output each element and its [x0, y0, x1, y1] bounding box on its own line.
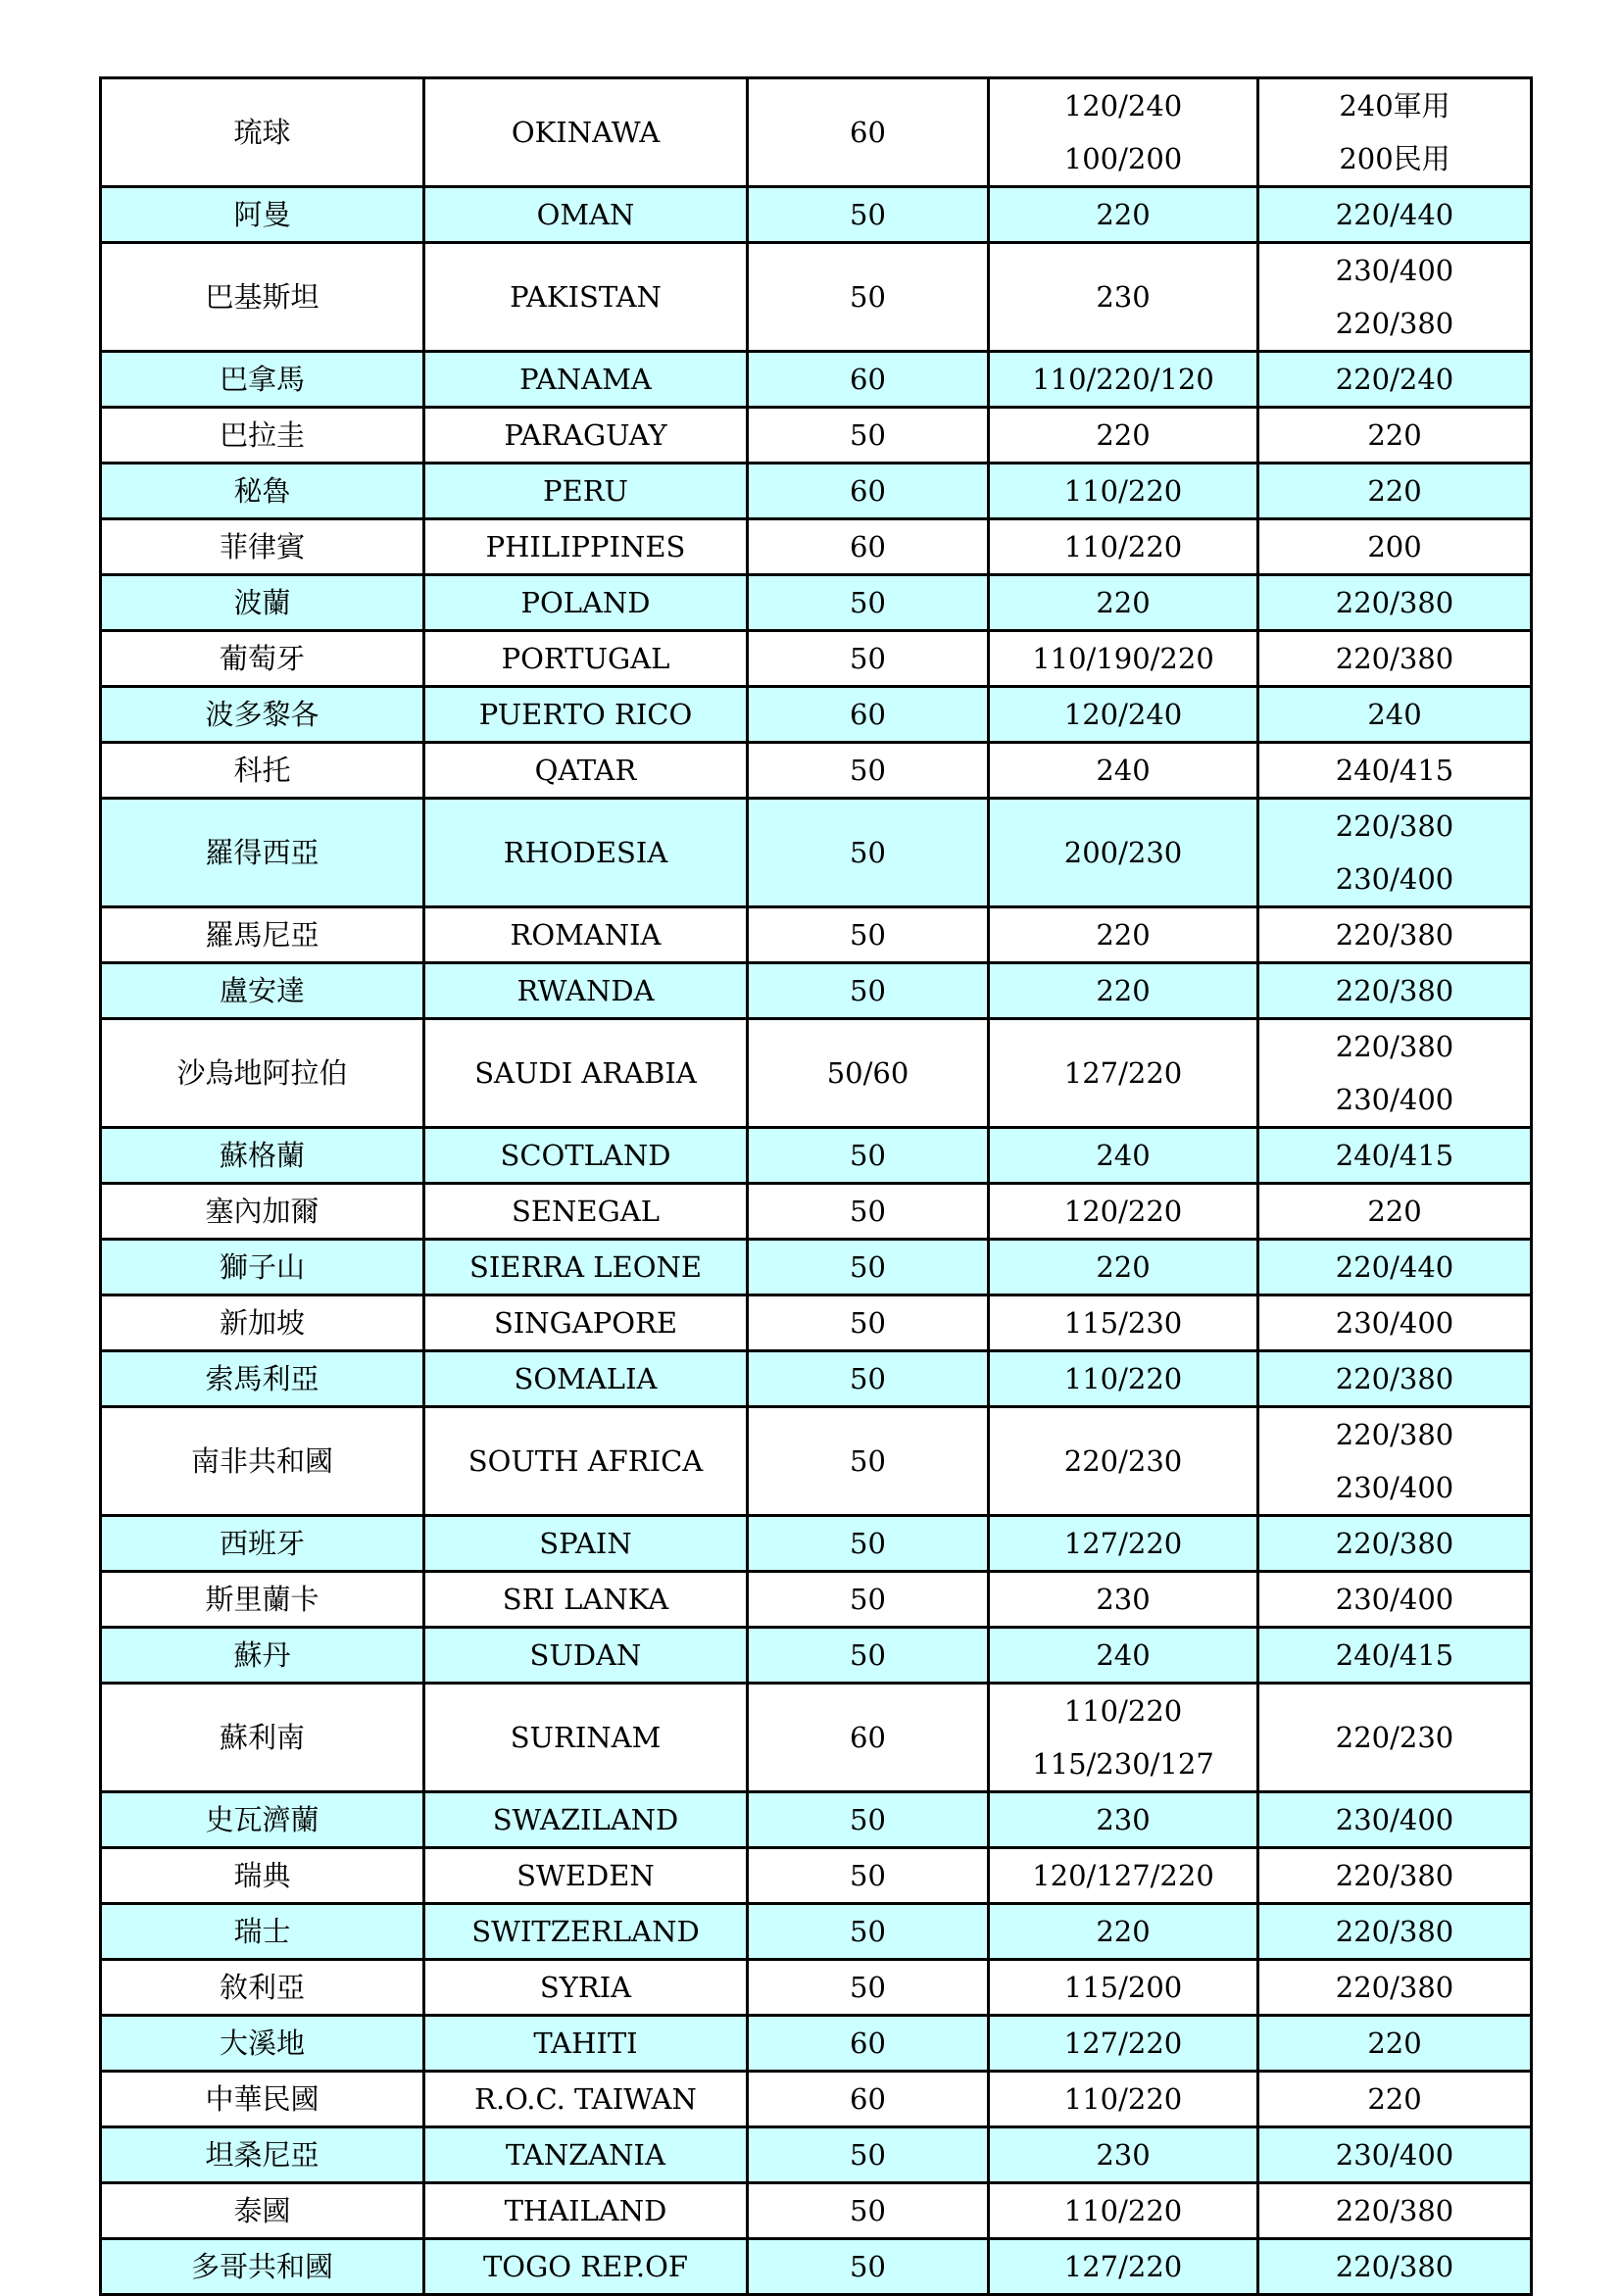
voltage-single-phase-cell [989, 1351, 1258, 1407]
frequency-cell: 50 [748, 1295, 989, 1351]
voltage-value: 110/220 [1063, 2082, 1183, 2116]
voltage-value: 230/400 [1335, 254, 1454, 287]
frequency-cell: 50 [748, 963, 989, 1019]
country-zh-cell: 盧安達 [101, 963, 424, 1019]
voltage-single-phase-cell [989, 743, 1258, 799]
country-zh-cell: 葡萄牙 [101, 631, 424, 687]
voltage-single-phase-cell [989, 799, 1258, 907]
country-en-cell: TANZANIA [424, 2127, 748, 2183]
country-en-cell: SPAIN [424, 1516, 748, 1572]
table-row [101, 1684, 1532, 1792]
table-row [101, 2127, 1532, 2183]
table-row [101, 1407, 1532, 1516]
country-zh-cell: 巴拉圭 [101, 408, 424, 464]
voltage-single-phase-cell [989, 963, 1258, 1019]
table-row [101, 1904, 1532, 1960]
voltage-three-phase-cell [1258, 1904, 1532, 1960]
table-row [101, 963, 1532, 1019]
country-en-cell: SRI LANKA [424, 1572, 748, 1628]
voltage-value: 230/400 [1335, 1471, 1454, 1504]
voltage-single-phase-cell [989, 2016, 1258, 2072]
voltage-three-phase-cell [1258, 2183, 1532, 2239]
country-en-cell: POLAND [424, 575, 748, 631]
country-en-cell: SUDAN [424, 1628, 748, 1684]
voltage-single-phase-cell [989, 519, 1258, 575]
voltage-value: 220 [1096, 918, 1151, 952]
table-row [101, 1351, 1532, 1407]
country-zh-cell: 琉球 [101, 78, 424, 187]
voltage-value: 100/200 [1063, 142, 1183, 175]
voltage-value: 110/220 [1063, 530, 1183, 563]
voltage-value: 127/220 [1063, 2250, 1183, 2283]
voltage-value: 220/380 [1335, 642, 1454, 675]
voltage-value: 220/240 [1335, 363, 1454, 396]
voltage-value: 230/400 [1335, 1803, 1454, 1836]
voltage-value: 127/220 [1063, 1056, 1183, 1090]
voltage-three-phase-cell [1258, 907, 1532, 963]
country-zh-cell: 蘇丹 [101, 1628, 424, 1684]
country-en-cell: SAUDI ARABIA [424, 1019, 748, 1128]
country-en-cell: SIERRA LEONE [424, 1240, 748, 1295]
voltage-three-phase-cell [1258, 243, 1532, 352]
table-row [101, 243, 1532, 352]
voltage-value: 220/380 [1335, 307, 1454, 340]
voltage-three-phase-cell [1258, 2016, 1532, 2072]
country-en-cell: OKINAWA [424, 78, 748, 187]
country-zh-cell: 沙烏地阿拉伯 [101, 1019, 424, 1128]
frequency-cell: 50 [748, 1792, 989, 1848]
voltage-three-phase-cell [1258, 1128, 1532, 1184]
table-row [101, 1295, 1532, 1351]
voltage-single-phase-cell [989, 1960, 1258, 2016]
frequency-cell: 60 [748, 464, 989, 519]
table-row [101, 1628, 1532, 1684]
country-zh-cell: 多哥共和國 [101, 2239, 424, 2295]
country-zh-cell: 塞內加爾 [101, 1184, 424, 1240]
country-en-cell: SCOTLAND [424, 1128, 748, 1184]
country-zh-cell: 瑞典 [101, 1848, 424, 1904]
country-en-cell: PARAGUAY [424, 408, 748, 464]
frequency-cell: 50 [748, 2127, 989, 2183]
frequency-cell: 50 [748, 1572, 989, 1628]
voltage-three-phase-cell [1258, 1351, 1532, 1407]
voltage-three-phase-cell [1258, 1516, 1532, 1572]
voltage-value: 240/415 [1335, 1638, 1454, 1672]
voltage-three-phase-cell [1258, 519, 1532, 575]
table-row [101, 2239, 1532, 2295]
voltage-value: 220/380 [1335, 586, 1454, 619]
voltage-single-phase-cell [989, 1407, 1258, 1516]
voltage-value: 200/230 [1063, 836, 1183, 869]
table-row [101, 352, 1532, 408]
country-zh-cell: 羅馬尼亞 [101, 907, 424, 963]
table-row [101, 408, 1532, 464]
country-en-cell: PHILIPPINES [424, 519, 748, 575]
voltage-three-phase-cell [1258, 2072, 1532, 2127]
voltage-value: 220 [1367, 2027, 1422, 2060]
frequency-cell: 50 [748, 408, 989, 464]
country-en-cell: ROMANIA [424, 907, 748, 963]
voltage-three-phase-cell [1258, 1572, 1532, 1628]
frequency-cell: 50 [748, 187, 989, 243]
country-en-cell: QATAR [424, 743, 748, 799]
frequency-cell: 50 [748, 1848, 989, 1904]
voltage-value: 220 [1096, 1250, 1151, 1284]
country-en-cell: RHODESIA [424, 799, 748, 907]
frequency-cell: 50 [748, 2239, 989, 2295]
voltage-three-phase-cell [1258, 631, 1532, 687]
voltage-single-phase-cell [989, 1516, 1258, 1572]
voltage-single-phase-cell [989, 2127, 1258, 2183]
voltage-three-phase-cell [1258, 743, 1532, 799]
country-zh-cell: 新加坡 [101, 1295, 424, 1351]
voltage-three-phase-cell [1258, 1628, 1532, 1684]
country-zh-cell: 羅得西亞 [101, 799, 424, 907]
country-en-cell: SWEDEN [424, 1848, 748, 1904]
voltage-single-phase-cell [989, 907, 1258, 963]
voltage-three-phase-cell [1258, 1848, 1532, 1904]
frequency-cell: 50 [748, 1628, 989, 1684]
country-zh-cell: 蘇利南 [101, 1684, 424, 1792]
voltage-single-phase-cell [989, 1184, 1258, 1240]
country-zh-cell: 波蘭 [101, 575, 424, 631]
voltage-value: 200 [1367, 530, 1422, 563]
voltage-single-phase-cell [989, 78, 1258, 187]
table-row [101, 1128, 1532, 1184]
frequency-cell: 60 [748, 352, 989, 408]
frequency-cell: 50 [748, 575, 989, 631]
table-row [101, 1516, 1532, 1572]
voltage-value: 220/380 [1335, 2250, 1454, 2283]
country-zh-cell: 巴拿馬 [101, 352, 424, 408]
voltage-value: 230 [1096, 280, 1151, 314]
voltage-single-phase-cell [989, 1128, 1258, 1184]
country-en-cell: SINGAPORE [424, 1295, 748, 1351]
voltage-value: 220/380 [1335, 1859, 1454, 1892]
voltage-three-phase-cell [1258, 963, 1532, 1019]
voltage-value: 240/415 [1335, 1139, 1454, 1172]
voltage-three-phase-cell [1258, 575, 1532, 631]
table-row [101, 743, 1532, 799]
voltage-value: 220/380 [1335, 1527, 1454, 1560]
voltage-single-phase-cell [989, 408, 1258, 464]
voltage-single-phase-cell [989, 687, 1258, 743]
table-row [101, 464, 1532, 519]
country-zh-cell: 獅子山 [101, 1240, 424, 1295]
table-row [101, 2072, 1532, 2127]
frequency-cell: 50 [748, 1904, 989, 1960]
voltage-value: 220 [1096, 418, 1151, 452]
voltage-value: 220/380 [1335, 1362, 1454, 1395]
country-en-cell: SYRIA [424, 1960, 748, 2016]
voltage-three-phase-cell [1258, 1019, 1532, 1128]
voltage-three-phase-cell [1258, 352, 1532, 408]
country-en-cell: R.O.C. TAIWAN [424, 2072, 748, 2127]
voltage-value: 220/440 [1335, 198, 1454, 231]
voltage-value: 220 [1367, 1195, 1422, 1228]
voltage-value: 220/380 [1335, 2194, 1454, 2227]
country-en-cell: SURINAM [424, 1684, 748, 1792]
voltage-single-phase-cell [989, 464, 1258, 519]
voltage-three-phase-cell [1258, 1295, 1532, 1351]
table-row [101, 687, 1532, 743]
country-zh-cell: 索馬利亞 [101, 1351, 424, 1407]
voltage-value: 240 [1096, 754, 1151, 787]
voltage-single-phase-cell [989, 1792, 1258, 1848]
voltage-single-phase-cell [989, 2072, 1258, 2127]
country-en-cell: RWANDA [424, 963, 748, 1019]
voltage-single-phase-cell [989, 1572, 1258, 1628]
frequency-cell: 50 [748, 631, 989, 687]
voltage-single-phase-cell [989, 2183, 1258, 2239]
voltage-value: 230/400 [1335, 862, 1454, 896]
table-row [101, 78, 1532, 187]
country-en-cell: SWITZERLAND [424, 1904, 748, 1960]
frequency-cell: 50 [748, 1516, 989, 1572]
voltage-value: 120/240 [1063, 698, 1183, 731]
frequency-cell: 60 [748, 519, 989, 575]
voltage-value: 240/415 [1335, 754, 1454, 787]
voltage-single-phase-cell [989, 631, 1258, 687]
voltage-single-phase-cell [989, 243, 1258, 352]
table-body [101, 78, 1532, 2295]
country-en-cell: THAILAND [424, 2183, 748, 2239]
country-zh-cell: 秘魯 [101, 464, 424, 519]
country-zh-cell: 坦桑尼亞 [101, 2127, 424, 2183]
voltage-single-phase-cell [989, 1904, 1258, 1960]
table-row [101, 799, 1532, 907]
country-zh-cell: 南非共和國 [101, 1407, 424, 1516]
voltage-value: 220 [1096, 198, 1151, 231]
table-row [101, 575, 1532, 631]
voltage-single-phase-cell [989, 352, 1258, 408]
voltage-value: 240 [1367, 698, 1422, 731]
voltage-value: 220 [1096, 586, 1151, 619]
voltage-single-phase-cell [989, 1295, 1258, 1351]
country-zh-cell: 泰國 [101, 2183, 424, 2239]
frequency-cell: 60 [748, 2072, 989, 2127]
country-zh-cell: 斯里蘭卡 [101, 1572, 424, 1628]
voltage-value: 115/230 [1063, 1306, 1183, 1340]
country-zh-cell: 波多黎各 [101, 687, 424, 743]
table-row [101, 1019, 1532, 1128]
voltage-value: 220 [1096, 974, 1151, 1007]
voltage-value: 110/220 [1063, 1694, 1183, 1728]
voltage-value: 220 [1367, 418, 1422, 452]
country-zh-cell: 史瓦濟蘭 [101, 1792, 424, 1848]
voltage-value: 120/127/220 [1032, 1859, 1214, 1892]
frequency-cell: 50 [748, 799, 989, 907]
table-row [101, 2016, 1532, 2072]
voltage-single-phase-cell [989, 187, 1258, 243]
voltage-value: 220/380 [1335, 1971, 1454, 2004]
voltage-value: 110/220/120 [1032, 363, 1214, 396]
voltage-value: 115/230/127 [1032, 1747, 1214, 1781]
voltage-single-phase-cell [989, 2239, 1258, 2295]
voltage-value: 127/220 [1063, 1527, 1183, 1560]
voltage-three-phase-cell [1258, 1684, 1532, 1792]
voltage-three-phase-cell [1258, 408, 1532, 464]
country-en-cell: TAHITI [424, 2016, 748, 2072]
voltage-value: 110/220 [1063, 2194, 1183, 2227]
country-zh-cell: 巴基斯坦 [101, 243, 424, 352]
country-zh-cell: 中華民國 [101, 2072, 424, 2127]
frequency-cell: 50 [748, 1240, 989, 1295]
frequency-cell: 50 [748, 1128, 989, 1184]
voltage-three-phase-cell [1258, 799, 1532, 907]
voltage-three-phase-cell [1258, 464, 1532, 519]
frequency-cell: 50 [748, 1184, 989, 1240]
voltage-value: 200民用 [1339, 142, 1450, 175]
voltage-single-phase-cell [989, 1684, 1258, 1792]
voltage-three-phase-cell [1258, 687, 1532, 743]
table-row [101, 1960, 1532, 2016]
voltage-value: 230 [1096, 2138, 1151, 2172]
country-en-cell: PERU [424, 464, 748, 519]
frequency-cell: 50 [748, 907, 989, 963]
voltage-value: 230/400 [1335, 2138, 1454, 2172]
voltage-value: 220/380 [1335, 918, 1454, 952]
voltage-value: 220 [1096, 1915, 1151, 1948]
frequency-cell: 50 [748, 743, 989, 799]
frequency-cell: 60 [748, 2016, 989, 2072]
voltage-single-phase-cell [989, 1848, 1258, 1904]
voltage-value: 230/400 [1335, 1583, 1454, 1616]
voltage-value: 230 [1096, 1803, 1151, 1836]
country-en-cell: SENEGAL [424, 1184, 748, 1240]
frequency-cell: 50 [748, 2183, 989, 2239]
voltage-single-phase-cell [989, 575, 1258, 631]
table-row [101, 1572, 1532, 1628]
country-zh-cell: 西班牙 [101, 1516, 424, 1572]
voltage-value: 220/230 [1063, 1444, 1183, 1478]
voltage-value: 120/240 [1063, 89, 1183, 122]
voltage-value: 230 [1096, 1583, 1151, 1616]
table-row [101, 187, 1532, 243]
country-en-cell: TOGO REP.OF [424, 2239, 748, 2295]
voltage-three-phase-cell [1258, 78, 1532, 187]
country-zh-cell: 阿曼 [101, 187, 424, 243]
country-en-cell: PORTUGAL [424, 631, 748, 687]
country-en-cell: OMAN [424, 187, 748, 243]
voltage-three-phase-cell [1258, 1792, 1532, 1848]
table-row [101, 1792, 1532, 1848]
voltage-value: 240 [1096, 1638, 1151, 1672]
voltage-value: 110/190/220 [1032, 642, 1214, 675]
frequency-cell: 60 [748, 1684, 989, 1792]
country-en-cell: PAKISTAN [424, 243, 748, 352]
voltage-three-phase-cell [1258, 1184, 1532, 1240]
country-zh-cell: 敘利亞 [101, 1960, 424, 2016]
voltage-single-phase-cell [989, 1240, 1258, 1295]
frequency-cell: 60 [748, 687, 989, 743]
voltage-value: 110/220 [1063, 1362, 1183, 1395]
table-row [101, 1184, 1532, 1240]
voltage-value: 220/380 [1335, 1915, 1454, 1948]
voltage-value: 220/380 [1335, 809, 1454, 843]
voltage-table [99, 76, 1533, 2296]
table-row [101, 1848, 1532, 1904]
voltage-value: 220 [1367, 2082, 1422, 2116]
voltage-value: 230/400 [1335, 1083, 1454, 1116]
country-zh-cell: 菲律賓 [101, 519, 424, 575]
voltage-value: 220/230 [1335, 1721, 1454, 1754]
voltage-value: 120/220 [1063, 1195, 1183, 1228]
voltage-value: 230/400 [1335, 1306, 1454, 1340]
table-row [101, 519, 1532, 575]
voltage-three-phase-cell [1258, 187, 1532, 243]
frequency-cell: 50 [748, 243, 989, 352]
voltage-value: 220/440 [1335, 1250, 1454, 1284]
voltage-three-phase-cell [1258, 1960, 1532, 2016]
voltage-value: 220/380 [1335, 974, 1454, 1007]
country-en-cell: PANAMA [424, 352, 748, 408]
frequency-cell: 50 [748, 1351, 989, 1407]
voltage-value: 220 [1367, 474, 1422, 508]
frequency-cell: 60 [748, 78, 989, 187]
country-en-cell: SWAZILAND [424, 1792, 748, 1848]
country-en-cell: SOUTH AFRICA [424, 1407, 748, 1516]
country-zh-cell: 瑞士 [101, 1904, 424, 1960]
voltage-three-phase-cell [1258, 2239, 1532, 2295]
table-row [101, 631, 1532, 687]
table-row [101, 907, 1532, 963]
table-row [101, 2183, 1532, 2239]
voltage-value: 220/380 [1335, 1030, 1454, 1063]
frequency-cell: 50/60 [748, 1019, 989, 1128]
voltage-three-phase-cell [1258, 1240, 1532, 1295]
voltage-value: 240 [1096, 1139, 1151, 1172]
voltage-value: 220/380 [1335, 1418, 1454, 1451]
voltage-three-phase-cell [1258, 2127, 1532, 2183]
frequency-cell: 50 [748, 1407, 989, 1516]
voltage-three-phase-cell [1258, 1407, 1532, 1516]
voltage-single-phase-cell [989, 1019, 1258, 1128]
voltage-value: 110/220 [1063, 474, 1183, 508]
country-en-cell: SOMALIA [424, 1351, 748, 1407]
voltage-value: 240軍用 [1339, 89, 1450, 122]
voltage-value: 115/200 [1063, 1971, 1183, 2004]
voltage-single-phase-cell [989, 1628, 1258, 1684]
country-zh-cell: 大溪地 [101, 2016, 424, 2072]
voltage-value: 127/220 [1063, 2027, 1183, 2060]
country-zh-cell: 蘇格蘭 [101, 1128, 424, 1184]
country-zh-cell: 科托 [101, 743, 424, 799]
country-en-cell: PUERTO RICO [424, 687, 748, 743]
frequency-cell: 50 [748, 1960, 989, 2016]
table-row [101, 1240, 1532, 1295]
